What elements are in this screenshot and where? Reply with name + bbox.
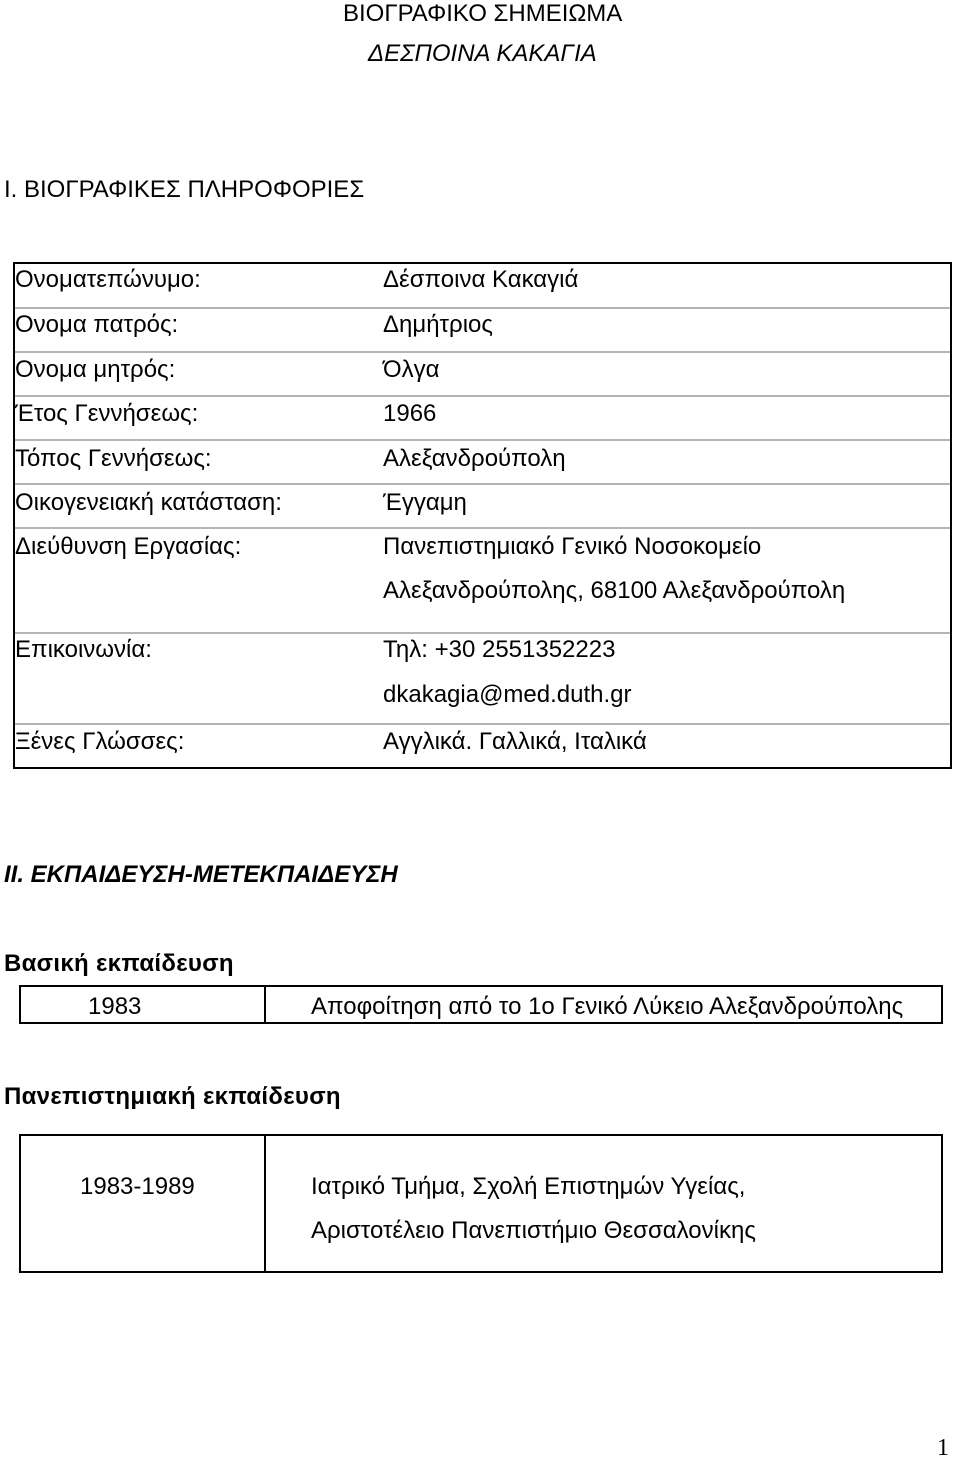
university-education-heading: Πανεπιστημιακή εκπαίδευση bbox=[4, 1083, 341, 1110]
basic-education-heading: Βασική εκπαίδευση bbox=[4, 950, 234, 977]
value-foreign-languages: Αγγλικά. Γαλλικά, Ιταλικά bbox=[383, 728, 647, 755]
basic-education-year: 1983 bbox=[88, 993, 142, 1020]
label-marital-status: Οικογενειακή κατάσταση: bbox=[15, 489, 282, 516]
label-full-name: Ονοματεπώνυμο: bbox=[15, 266, 201, 293]
university-education-line1: Ιατρικό Τμήμα, Σχολή Επιστημών Υγείας, bbox=[311, 1173, 746, 1200]
value-father-name: Δημήτριος bbox=[383, 311, 493, 338]
value-birth-place: Αλεξανδρούπολη bbox=[383, 445, 566, 472]
value-work-address-line1: Πανεπιστημιακό Γενικό Νοσοκομείο bbox=[383, 533, 762, 560]
university-education-line2: Αριστοτέλειο Πανεπιστήμιο Θεσσαλονίκης bbox=[311, 1217, 756, 1244]
label-birth-year: Έτος Γεννήσεως: bbox=[15, 400, 199, 427]
document-title: ΒΙΟΓΡΑΦΙΚΟ ΣΗΜΕΙΩΜΑ bbox=[343, 0, 623, 27]
university-education-years: 1983-1989 bbox=[80, 1173, 195, 1200]
person-name-heading: ΔΕΣΠΟΙΝΑ ΚΑΚΑΓΙΑ bbox=[368, 40, 597, 67]
label-contact: Επικοινωνία: bbox=[15, 636, 152, 663]
section-heading-education: II. ΕΚΠΑΙΔΕΥΣΗ-ΜΕΤΕΚΠΑΙΔΕΥΣΗ bbox=[4, 861, 398, 888]
page-number: 1 bbox=[937, 1435, 949, 1461]
value-work-address-line2: Αλεξανδρούπολης, 68100 Αλεξανδρούπολη bbox=[383, 577, 846, 604]
value-mother-name: Όλγα bbox=[383, 356, 440, 383]
label-work-address: Διεύθυνση Εργασίας: bbox=[15, 533, 242, 560]
value-marital-status: Έγγαμη bbox=[383, 489, 467, 516]
label-foreign-languages: Ξένες Γλώσσες: bbox=[15, 728, 185, 755]
label-father-name: Ονομα πατρός: bbox=[15, 311, 179, 338]
section-heading-biographical: I. ΒΙΟΓΡΑΦΙΚΕΣ ΠΛΗΡΟΦΟΡΙΕΣ bbox=[4, 176, 365, 203]
basic-education-description: Αποφοίτηση από το 1ο Γενικό Λύκειο Αλεξανδρούπολης bbox=[311, 993, 904, 1020]
label-mother-name: Ονομα μητρός: bbox=[15, 356, 176, 383]
value-email-link[interactable]: dkakagia@med.duth.gr bbox=[383, 681, 632, 708]
value-full-name: Δέσποινα Κακαγιά bbox=[383, 266, 579, 293]
value-birth-year: 1966 bbox=[383, 400, 437, 427]
label-birth-place: Τόπος Γεννήσεως: bbox=[15, 445, 212, 472]
value-phone: Τηλ: +30 2551352223 bbox=[383, 636, 616, 663]
